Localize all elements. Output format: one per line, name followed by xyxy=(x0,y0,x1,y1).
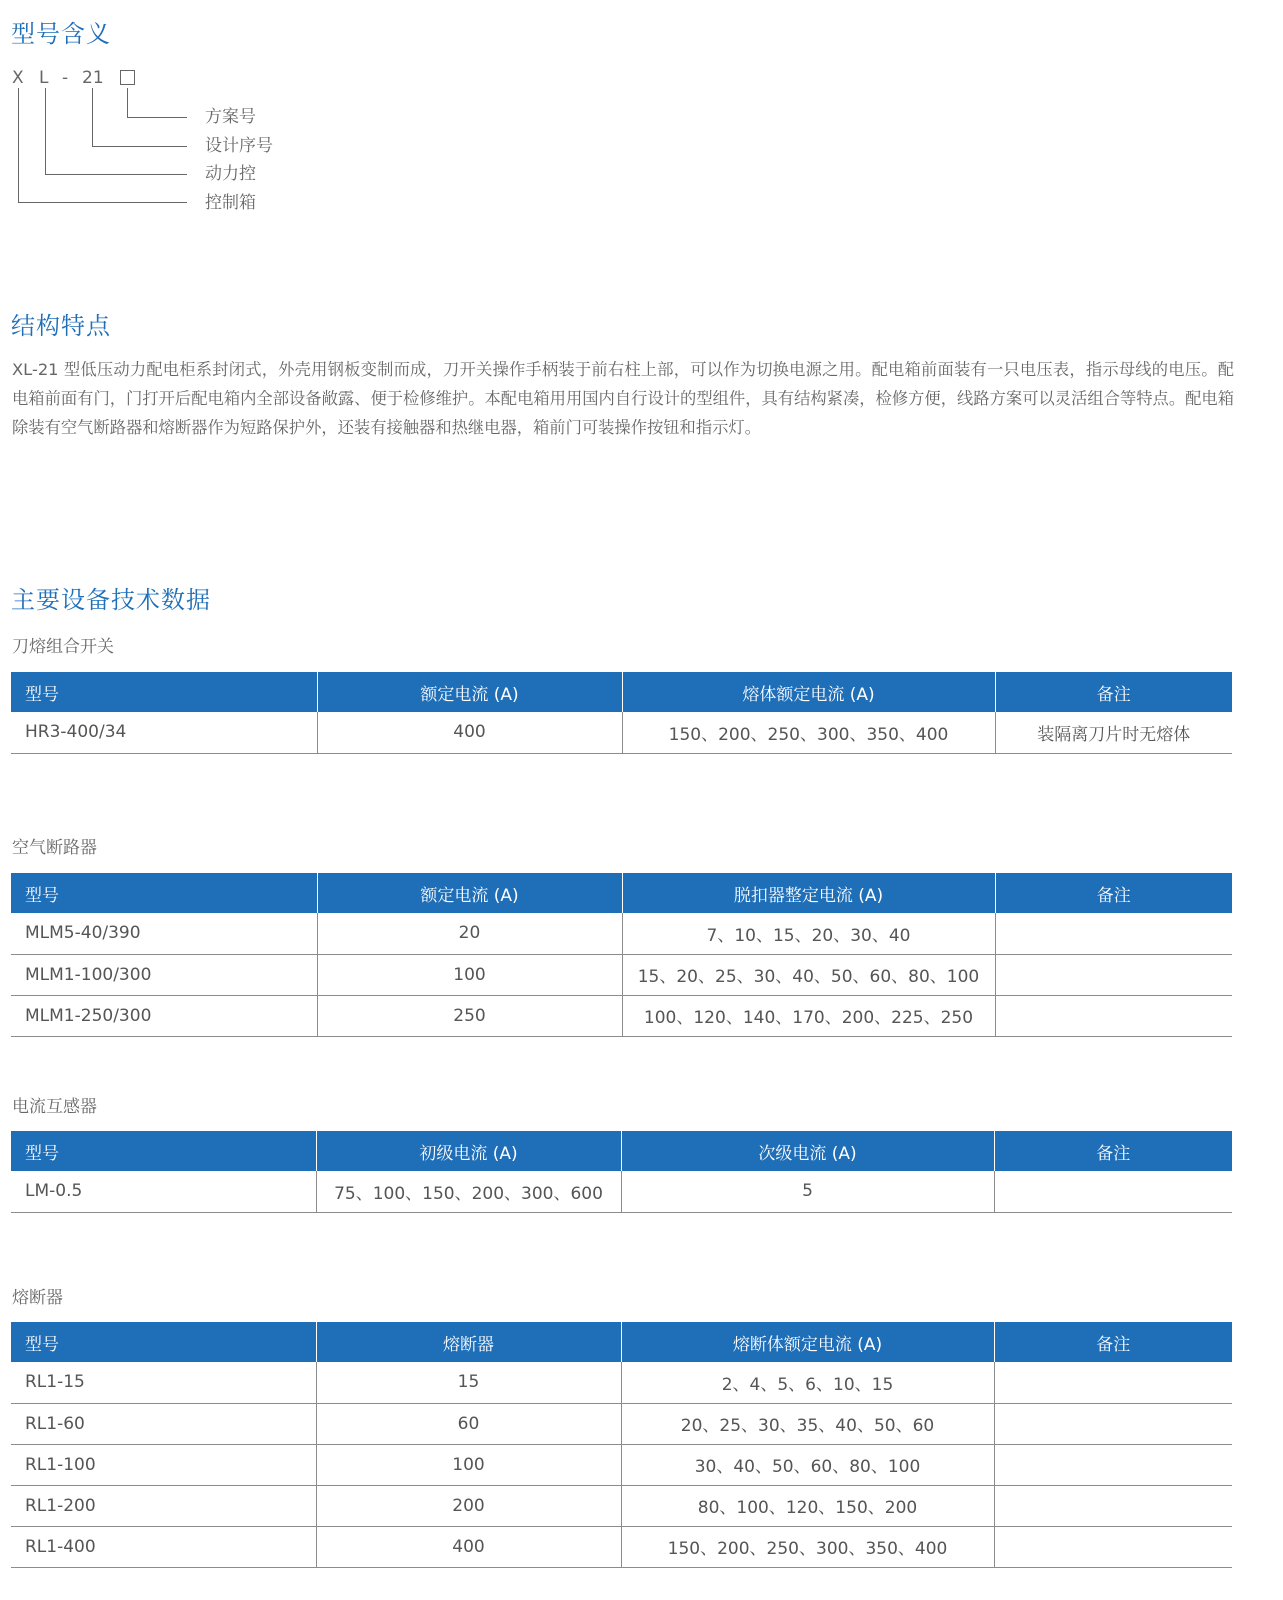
column-header: 熔断器 xyxy=(316,1322,621,1362)
connector-line xyxy=(127,117,187,118)
table-cell xyxy=(994,1362,1232,1403)
section-title-tech-data: 主要设备技术数据 xyxy=(11,586,211,614)
code-char-l: L xyxy=(39,68,49,88)
table-cell xyxy=(994,1171,1232,1212)
section-title-model-meaning: 型号含义 xyxy=(11,20,111,48)
table-title-air-breaker: 空气断路器 xyxy=(12,838,97,858)
table-cell: RL1-100 xyxy=(11,1444,316,1485)
table-fuse xyxy=(11,1322,1232,1568)
table-cell: 150、200、250、300、350、400 xyxy=(621,1526,994,1567)
table-cell: RL1-15 xyxy=(11,1362,316,1403)
column-header: 熔断体额定电流 (A) xyxy=(621,1322,994,1362)
connector-line xyxy=(92,146,187,147)
table-cell: 200 xyxy=(316,1485,621,1526)
table-cell: 2、4、5、6、10、15 xyxy=(621,1362,994,1403)
table-cell: MLM1-250/300 xyxy=(11,995,317,1036)
table-row xyxy=(11,1526,1232,1567)
table-cell xyxy=(994,1403,1232,1444)
table-cell: 150、200、250、300、350、400 xyxy=(622,712,995,753)
code-char-x: X xyxy=(12,68,24,88)
table-cell: 15 xyxy=(316,1362,621,1403)
connector-line xyxy=(18,202,187,203)
table-cell: 装隔离刀片时无熔体 xyxy=(995,712,1232,753)
column-header: 备注 xyxy=(995,873,1232,913)
table-cell: 20、25、30、35、40、50、60 xyxy=(621,1403,994,1444)
structure-description: XL-21 型低压动力配电柜系封闭式，外壳用钢板变制而成，刀开关操作手柄装于前右柱上部，可以作为切换电源之用。配电箱前面装有一只电压表，指示母线的电压。配电箱前面有门，门打开后配电箱内全部设备敞露、便于检修维护。本配电箱用用国内自行设计的型组件，具有结构紧凑，检修方便，线路方案可以灵活组合等特点。配电箱除装有空气断路器和熔断器作为短路保护外，还装有接触器和热继电器，箱前门可装操作按钮和指示灯。 xyxy=(12,360,1234,437)
column-header: 备注 xyxy=(995,672,1232,712)
table-row xyxy=(11,1403,1232,1444)
column-header: 型号 xyxy=(11,873,317,913)
connector-line xyxy=(18,88,19,203)
table-cell: 100、120、140、170、200、225、250 xyxy=(622,995,995,1036)
table-cell xyxy=(994,1526,1232,1567)
table-cell: 75、100、150、200、300、600 xyxy=(316,1171,621,1212)
column-header: 脱扣器整定电流 (A) xyxy=(622,873,995,913)
table-cell xyxy=(995,954,1232,995)
table-cell: 250 xyxy=(317,995,622,1036)
table-knife-fuse-switch xyxy=(11,672,1232,754)
table-cell: 100 xyxy=(316,1444,621,1485)
table-cell: 100 xyxy=(317,954,622,995)
table-cell xyxy=(994,1444,1232,1485)
label-scheme-number: 方案号 xyxy=(205,107,256,127)
table-cell xyxy=(995,995,1232,1036)
table-cell: MLM1-100/300 xyxy=(11,954,317,995)
table-row xyxy=(11,1171,1232,1212)
table-row xyxy=(11,995,1232,1036)
table-cell xyxy=(995,913,1232,954)
table-cell: 20 xyxy=(317,913,622,954)
column-header: 额定电流 (A) xyxy=(317,672,622,712)
table-cell: 400 xyxy=(316,1526,621,1567)
table-cell: 5 xyxy=(621,1171,994,1212)
table-current-transformer xyxy=(11,1131,1232,1213)
table-cell: 60 xyxy=(316,1403,621,1444)
column-header: 备注 xyxy=(994,1131,1232,1171)
table-cell: RL1-200 xyxy=(11,1485,316,1526)
table-cell xyxy=(994,1485,1232,1526)
connector-line xyxy=(45,88,46,175)
table-cell: 30、40、50、60、80、100 xyxy=(621,1444,994,1485)
connector-line xyxy=(92,88,93,147)
table-air-breaker xyxy=(11,873,1232,1037)
table-header-row xyxy=(11,1322,1232,1362)
table-cell: LM-0.5 xyxy=(11,1171,316,1212)
table-title-knife-fuse-switch: 刀熔组合开关 xyxy=(12,637,114,657)
column-header: 熔体额定电流 (A) xyxy=(622,672,995,712)
connector-line xyxy=(45,174,187,175)
table-cell: HR3-400/34 xyxy=(11,712,317,753)
table-row xyxy=(11,712,1232,753)
table-header-row xyxy=(11,1131,1232,1171)
table-cell: 400 xyxy=(317,712,622,753)
table-cell: RL1-60 xyxy=(11,1403,316,1444)
table-cell: 7、10、15、20、30、40 xyxy=(622,913,995,954)
connector-line xyxy=(127,88,128,118)
column-header: 型号 xyxy=(11,1131,316,1171)
section-title-structure: 结构特点 xyxy=(11,312,111,340)
table-cell: 15、20、25、30、40、50、60、80、100 xyxy=(622,954,995,995)
label-power-control: 动力控 xyxy=(205,164,256,184)
column-header: 额定电流 (A) xyxy=(317,873,622,913)
table-cell: RL1-400 xyxy=(11,1526,316,1567)
table-cell: MLM5-40/390 xyxy=(11,913,317,954)
column-header: 型号 xyxy=(11,672,317,712)
column-header: 备注 xyxy=(994,1322,1232,1362)
table-row xyxy=(11,1485,1232,1526)
table-row xyxy=(11,913,1232,954)
table-title-fuse: 熔断器 xyxy=(12,1288,63,1308)
table-header-row xyxy=(11,672,1232,712)
column-header: 次级电流 (A) xyxy=(621,1131,994,1171)
scheme-placeholder-box xyxy=(120,70,135,85)
table-row xyxy=(11,1444,1232,1485)
label-design-serial: 设计序号 xyxy=(205,136,273,156)
table-row xyxy=(11,954,1232,995)
code-char-dash: - xyxy=(62,68,69,88)
label-control-box: 控制箱 xyxy=(205,193,256,213)
column-header: 初级电流 (A) xyxy=(316,1131,621,1171)
column-header: 型号 xyxy=(11,1322,316,1362)
table-header-row xyxy=(11,873,1232,913)
code-char-21: 21 xyxy=(82,68,104,88)
table-title-current-transformer: 电流互感器 xyxy=(12,1097,97,1117)
table-cell: 80、100、120、150、200 xyxy=(621,1485,994,1526)
table-row xyxy=(11,1362,1232,1403)
